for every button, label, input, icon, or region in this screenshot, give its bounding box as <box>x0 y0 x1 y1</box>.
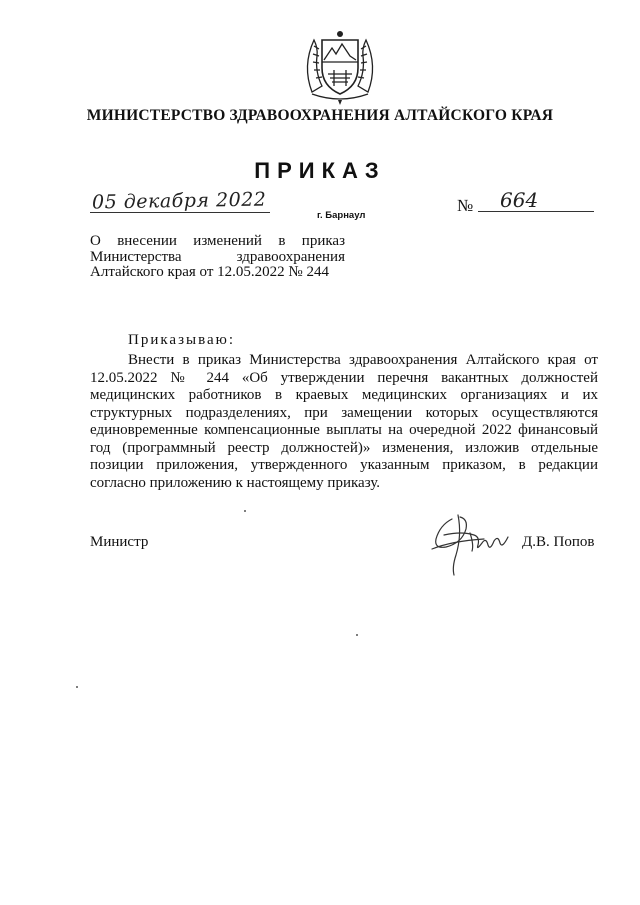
subject-line: Министерства здравоохранения <box>90 248 345 265</box>
scan-speck <box>244 510 246 512</box>
number-underline <box>478 211 594 212</box>
date-underline <box>90 212 270 213</box>
coat-of-arms-icon <box>298 22 382 106</box>
subject-line: Алтайского края от 12.05.2022 № 244 <box>90 264 329 280</box>
document-title: ПРИКАЗ <box>254 158 386 183</box>
order-date-handwritten: 05 декабря 2022 <box>91 188 267 214</box>
directive-word: Приказываю: <box>128 332 235 348</box>
scan-speck <box>356 634 358 636</box>
scan-speck <box>76 686 78 688</box>
signatory-position: Министр <box>90 534 149 550</box>
order-number-handwritten: 664 <box>500 188 539 212</box>
signature-icon <box>422 505 526 577</box>
ministry-name: МИНИСТЕРСТВО ЗДРАВООХРАНЕНИЯ АЛТАЙСКОГО КРАЯ <box>86 107 554 124</box>
order-body-text: Внести в приказ Министерства здравоохранения Алтайского края от 12.05.2022 № 244 «Об утверждении перечня вакантных должностей медицинских работников в краевых медицинских организациях и их структурных подразделениях, при замещении которых осуществляются единовременные компенсационные выплаты на очередной 2022 финансовый год (программный реестр должностей)» изменения, изложив отдельные позиции приложения, утвержденного указанным приказом, в редакции согласно приложению к настоящему приказу. <box>90 352 598 491</box>
signatory-name: Д.В. Попов <box>522 534 595 550</box>
city-label: г. Барнаул <box>317 210 366 221</box>
subject-line: О внесении изменений в приказ <box>90 233 345 249</box>
order-subject <box>90 234 345 281</box>
number-sign: № <box>457 196 474 215</box>
